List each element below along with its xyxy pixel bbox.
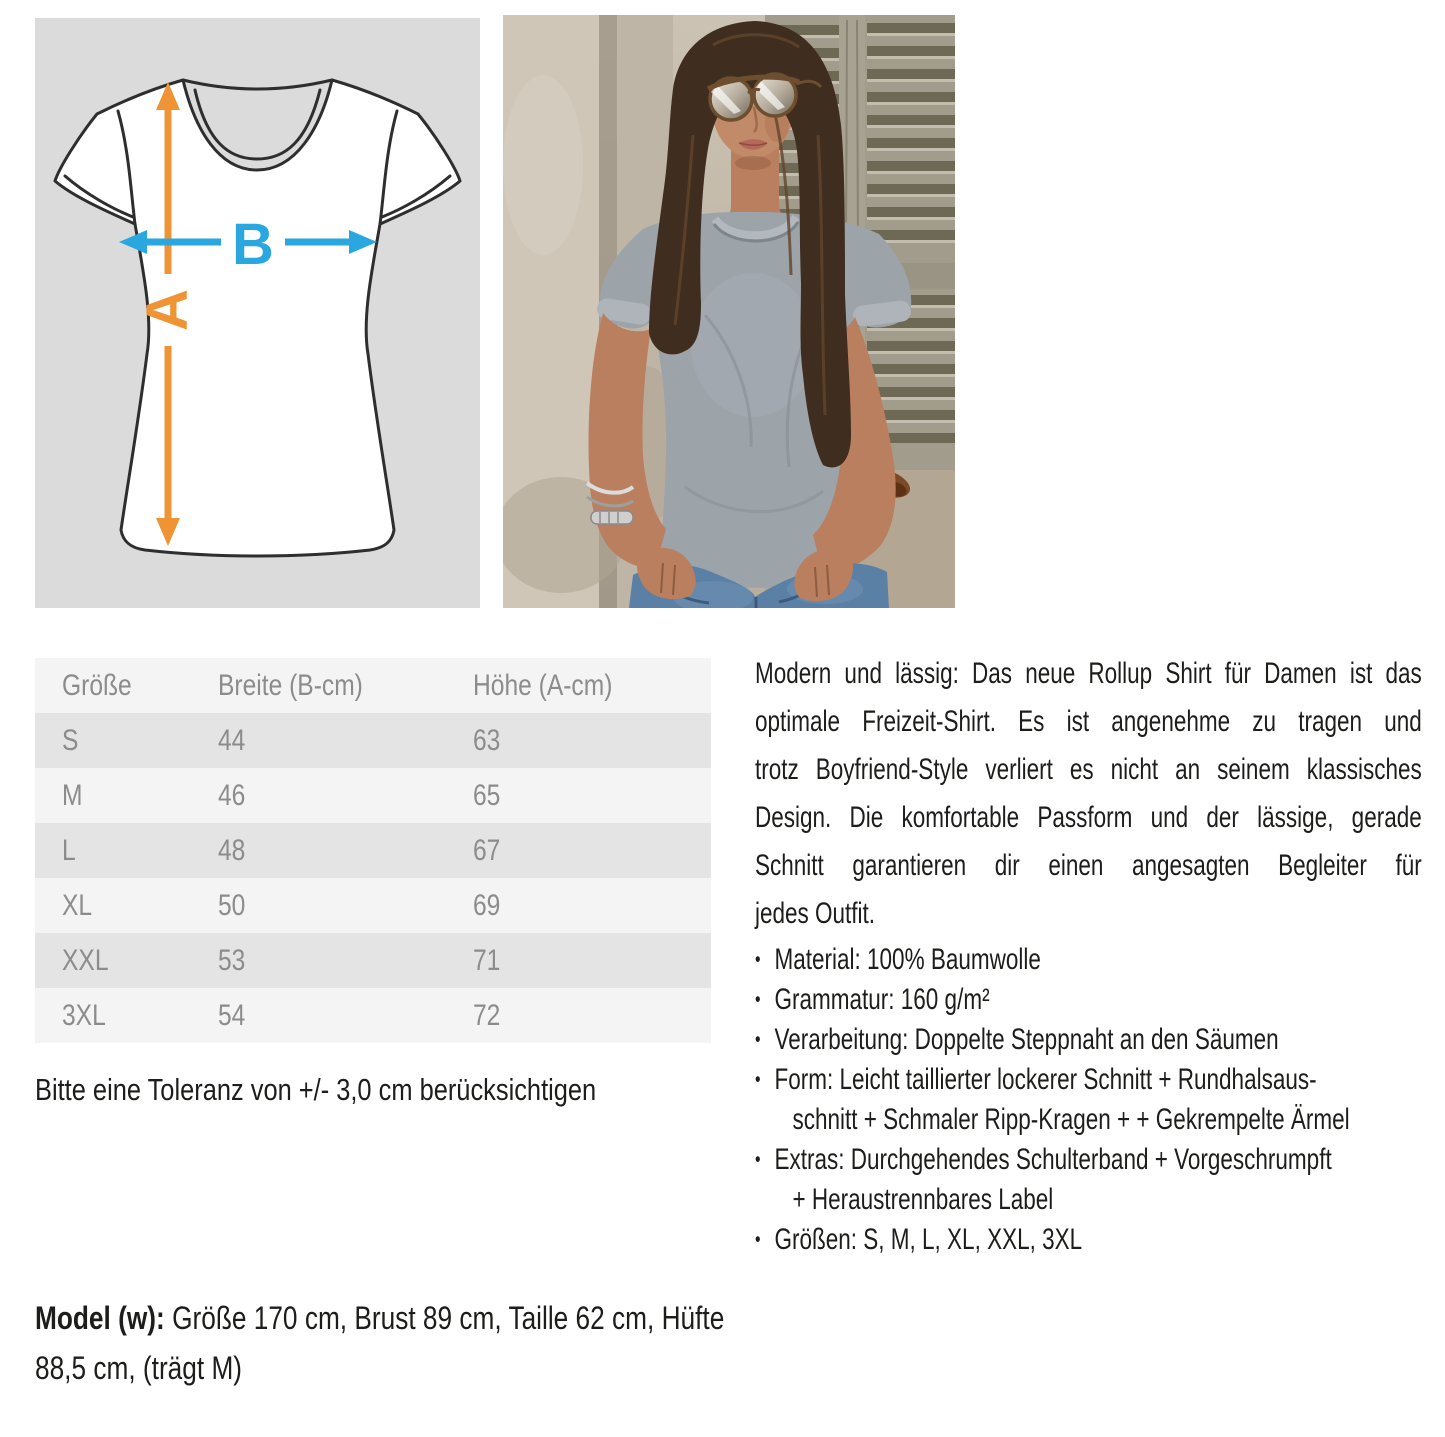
list-item-form: • Form: Leicht taillierter lockerer Schnitt + Rundhalsaus- schnitt + Schmaler Ripp-Kragen + + Gekrempelte Ärmel: [755, 1060, 1422, 1140]
size-label: XL: [62, 888, 93, 922]
measure-label-b: B: [232, 212, 274, 277]
list-item-groessen: • Größen: S, M, L, XL, XXL, 3XL: [755, 1220, 1422, 1260]
model-info-line1: Größe 170 cm, Brust 89 cm, Taille 62 cm, Hüfte: [172, 1300, 725, 1336]
bullet-dot: •: [755, 1148, 761, 1171]
col-header-hoehe: Höhe (A-cm): [473, 668, 613, 702]
breite-value: 46: [218, 778, 246, 812]
product-photo: [503, 15, 955, 608]
table-row-s: [35, 713, 711, 768]
measure-label-a: A: [135, 289, 200, 331]
bullet-dot: •: [755, 988, 761, 1011]
table-row-xxl: [35, 933, 711, 988]
hoehe-value: 63: [473, 723, 501, 757]
size-label: XXL: [62, 943, 109, 977]
bullet-dot: •: [755, 1028, 761, 1051]
size-diagram-panel: [35, 18, 480, 608]
model-info-label: Model (w):: [35, 1300, 165, 1336]
size-label: M: [62, 778, 83, 812]
col-header-groesse: Größe: [62, 668, 132, 702]
bullet-dot: •: [755, 1228, 761, 1251]
model-info-line2: 88,5 cm, (trägt M): [35, 1350, 243, 1386]
breite-value: 53: [218, 943, 246, 977]
size-table: [35, 658, 711, 1043]
breite-value: 54: [218, 998, 246, 1032]
size-label: L: [62, 833, 76, 867]
tshirt-measurement-diagram: [35, 18, 480, 608]
list-item-extras: • Extras: Durchgehendes Schulterband + Vorgeschrumpft + Heraustrennbares Label: [755, 1140, 1422, 1220]
model-photo-illustration: [503, 15, 955, 608]
tolerance-note: Bitte eine Toleranz von +/- 3,0 cm berücksichtigen: [35, 1072, 597, 1107]
hoehe-value: 69: [473, 888, 501, 922]
feature-list: [755, 940, 1422, 1260]
list-item-verarbeitung: • Verarbeitung: Doppelte Steppnaht an den Säumen: [755, 1020, 1422, 1060]
list-item-grammatur: • Grammatur: 160 g/m²: [755, 980, 1422, 1020]
hoehe-value: 65: [473, 778, 501, 812]
product-description: [755, 650, 1422, 1260]
breite-value: 50: [218, 888, 246, 922]
table-row-xl: [35, 878, 711, 933]
breite-value: 48: [218, 833, 246, 867]
table-row-3xl: [35, 988, 711, 1043]
breite-value: 44: [218, 723, 246, 757]
size-label: S: [62, 723, 79, 757]
bullet-dot: •: [755, 1068, 761, 1091]
hoehe-value: 71: [473, 943, 501, 977]
hoehe-value: 67: [473, 833, 501, 867]
table-row-l: [35, 823, 711, 878]
list-item-material: • Material: 100% Baumwolle: [755, 940, 1422, 980]
table-row-m: [35, 768, 711, 823]
bullet-dot: •: [755, 948, 761, 971]
hoehe-value: 72: [473, 998, 501, 1032]
col-header-breite: Breite (B-cm): [218, 668, 363, 702]
size-label: 3XL: [62, 998, 106, 1032]
description-paragraph: Modern und lässig: Das neue Rollup Shirt für Damen ist das optimale Freizeit-Shirt. Es ist angenehme zu tragen und trotz Boyfriend-Style verliert es nicht an seinem klassisches Design. Die komfortable Passform und der lässige, gerade Schnitt garantieren dir einen angesagten Begleiter für jedes Outfit.: [755, 657, 1422, 930]
size-table-header: [35, 658, 711, 713]
model-info: [35, 1293, 1135, 1393]
